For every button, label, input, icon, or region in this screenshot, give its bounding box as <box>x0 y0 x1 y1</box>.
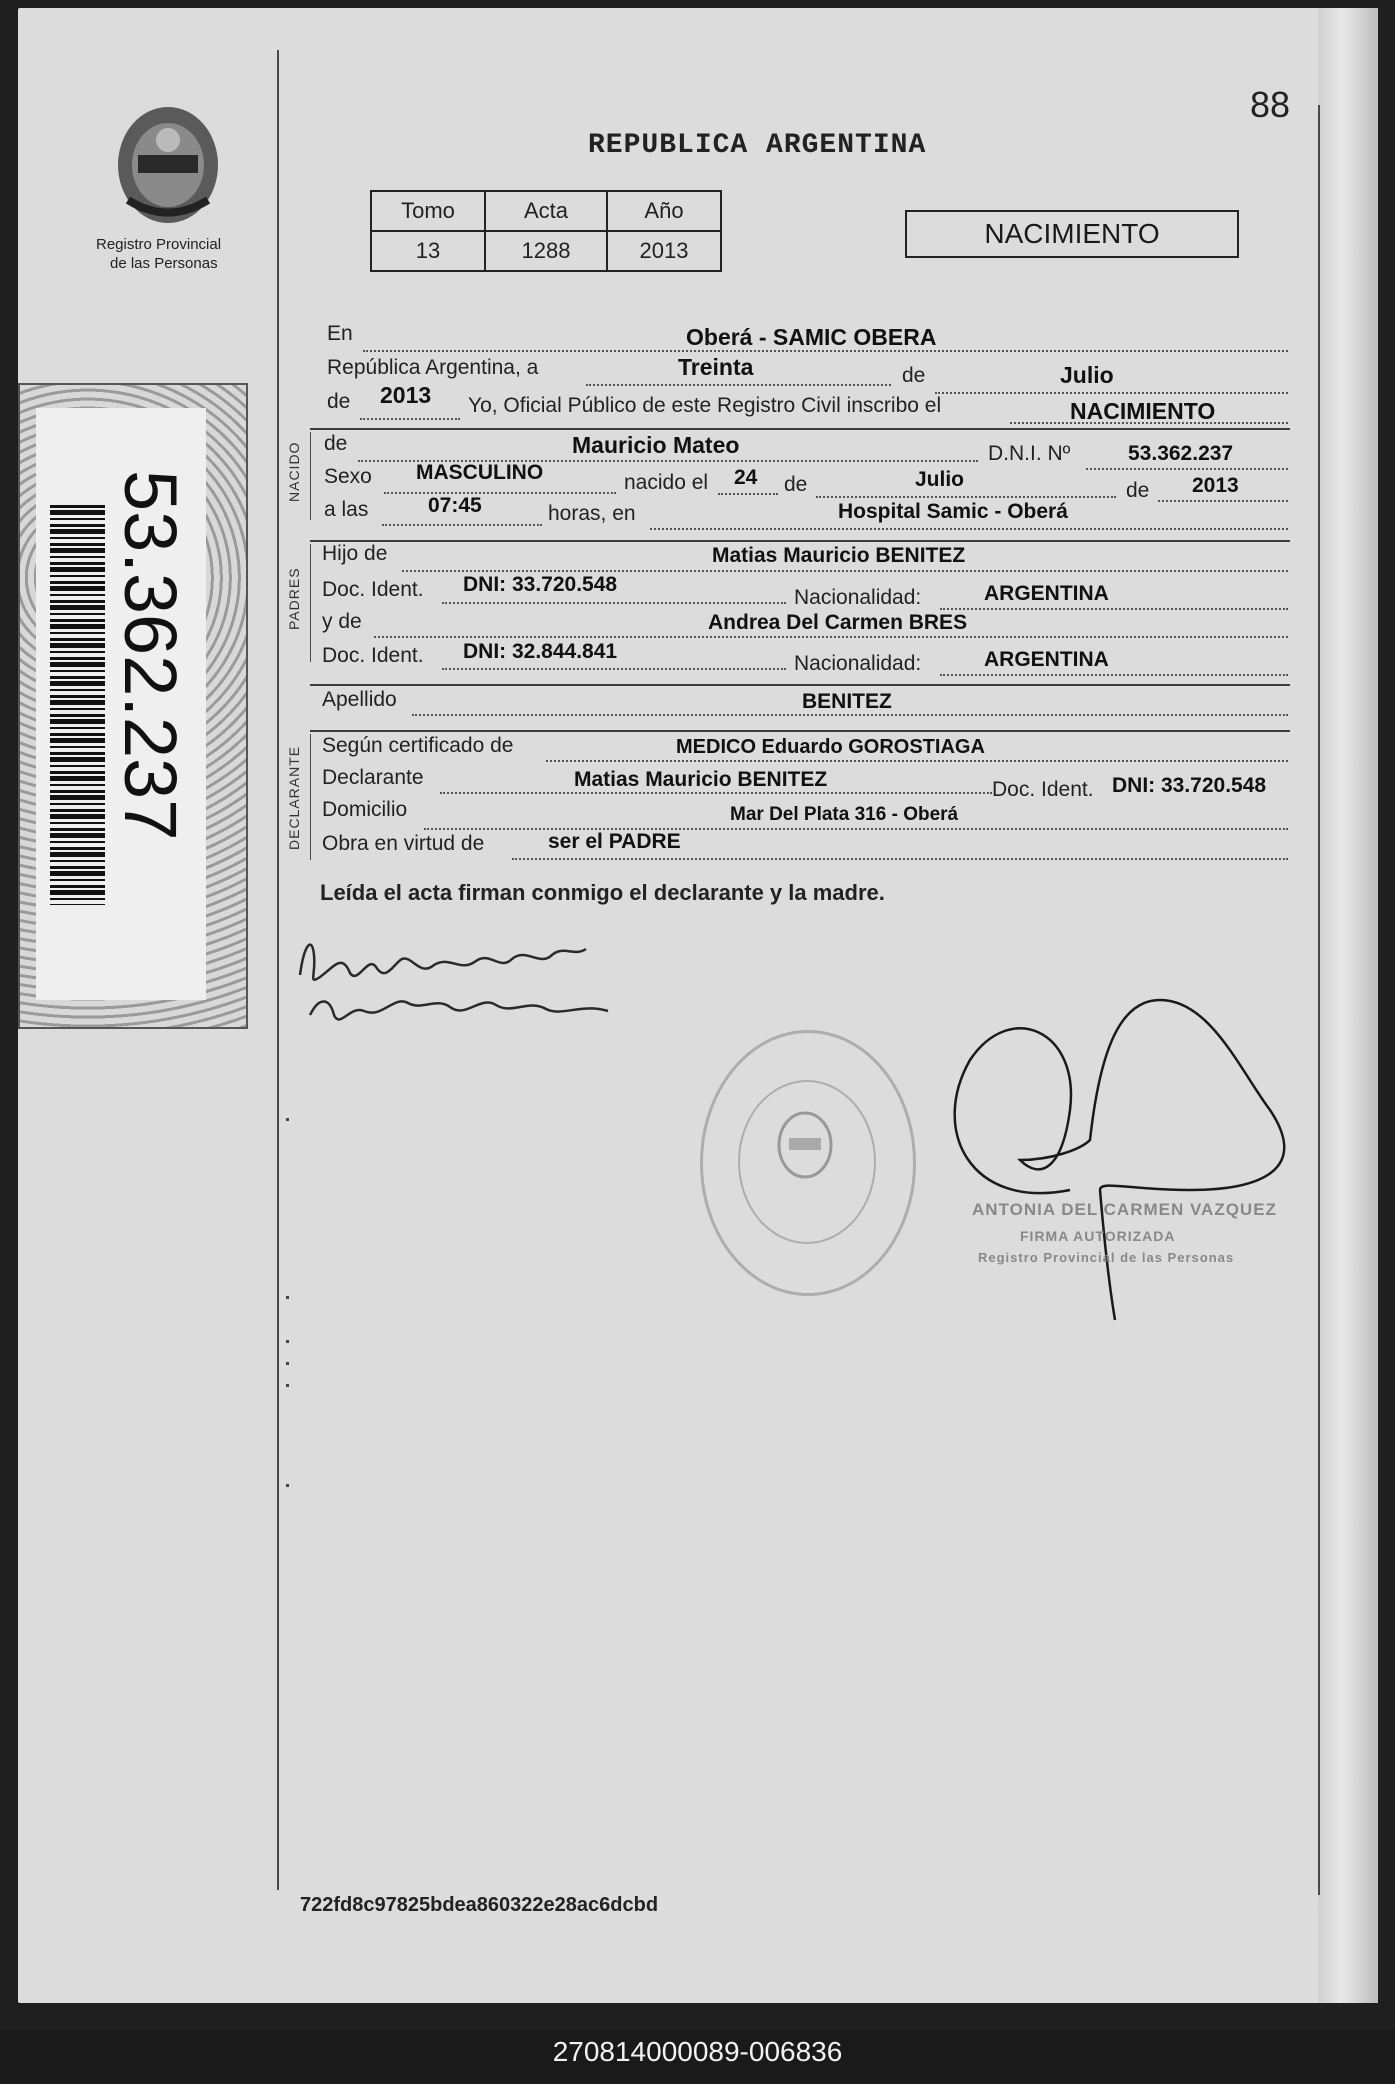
declarante-value: Matias Mauricio BENITEZ <box>574 768 828 791</box>
de1-label: de <box>902 364 926 387</box>
domicilio-value: Mar Del Plata 316 - Oberá <box>730 804 959 825</box>
hora-value: 07:45 <box>428 494 482 517</box>
barcode-icon <box>50 505 105 905</box>
anio-header: Año <box>607 191 721 231</box>
lugar-line <box>650 528 1288 530</box>
madre-nac-label: Nacionalidad: <box>794 652 922 675</box>
declarante-bracket <box>310 734 311 860</box>
padres-section-label: PADRES <box>286 567 302 630</box>
tomo-value: 13 <box>371 231 485 271</box>
dia-nac-line <box>718 493 778 495</box>
mes-value: Julio <box>1060 362 1114 388</box>
republica-label: República Argentina, a <box>327 356 539 379</box>
mes-line <box>935 392 1288 394</box>
madre-value: Andrea Del Carmen BRES <box>708 611 968 634</box>
padre-nac-line <box>940 608 1288 610</box>
margin-mark <box>286 1362 289 1365</box>
padre-nac-label: Nacionalidad: <box>794 586 922 609</box>
stamp-role: FIRMA AUTORIZADA <box>1020 1228 1176 1244</box>
stamp-official-name: ANTONIA DEL CARMEN VAZQUEZ <box>972 1200 1277 1219</box>
madre-doc-value: DNI: 32.844.841 <box>463 640 618 663</box>
dni-line <box>1086 468 1288 470</box>
nacido-bracket <box>310 432 311 520</box>
declarante-top-rule <box>310 730 1290 732</box>
declarante-section-label: DECLARANTE <box>286 745 302 850</box>
inscribo-value: NACIMIENTO <box>1070 398 1216 424</box>
obra-label: Obra en virtud de <box>322 832 485 855</box>
anio-value: 2013 <box>607 231 721 271</box>
madre-doc-label: Doc. Ident. <box>322 644 424 667</box>
acta-value: 1288 <box>485 231 607 271</box>
padre-doc-label: Doc. Ident. <box>322 578 424 601</box>
declarant-signature <box>290 915 670 1035</box>
left-margin-line <box>277 50 279 1890</box>
record-reference-table <box>370 190 722 272</box>
declarante-doc-value: DNI: 33.720.548 <box>1112 774 1267 797</box>
hora-line <box>382 524 542 526</box>
madre-nac-value: ARGENTINA <box>984 648 1109 671</box>
nacido-top-rule <box>310 428 1290 430</box>
nacido-el-label: nacido el <box>624 471 709 494</box>
document-hash: 722fd8c97825bdea860322e28ac6dcbd <box>300 1894 659 1916</box>
official-signature <box>930 990 1300 1330</box>
de-mes-label: de <box>784 473 808 496</box>
dia-value: Treinta <box>678 354 754 380</box>
page-number: 88 <box>1250 84 1291 125</box>
stamp-organization: Registro Provincial de las Personas <box>978 1250 1235 1265</box>
certificado-label: Según certificado de <box>322 734 514 757</box>
seal-emblem-icon <box>775 1110 835 1180</box>
sexo-value: MASCULINO <box>416 461 544 484</box>
document-title: REPUBLICA ARGENTINA <box>588 130 927 161</box>
margin-mark <box>286 1296 289 1299</box>
sexo-line <box>384 492 616 494</box>
nombre-value: Mauricio Mateo <box>572 432 740 458</box>
en-value: Oberá - SAMIC OBERA <box>686 324 937 350</box>
margin-mark <box>286 1484 289 1487</box>
margin-mark <box>286 1384 289 1387</box>
padre-line <box>402 570 1288 572</box>
obra-line <box>512 858 1288 860</box>
padre-nac-value: ARGENTINA <box>984 582 1109 605</box>
madre-doc-line <box>442 668 786 670</box>
padre-value: Matias Mauricio BENITEZ <box>712 544 966 567</box>
anio-nac-value: 2013 <box>1192 474 1239 497</box>
padres-bracket <box>310 544 311 662</box>
apellido-top-rule <box>310 684 1290 686</box>
obra-value: ser el PADRE <box>548 830 681 853</box>
hijo-de-label: Hijo de <box>322 542 388 565</box>
apellido-line <box>412 714 1288 716</box>
inscribo-label: Yo, Oficial Público de este Registro Civil inscribo el <box>468 394 942 417</box>
dni-label: D.N.I. Nº <box>988 442 1071 465</box>
acta-header: Acta <box>485 191 607 231</box>
de-anio-label: de <box>1126 479 1150 502</box>
apellido-label: Apellido <box>322 688 397 711</box>
declarante-label: Declarante <box>322 766 424 789</box>
margin-mark <box>286 1118 289 1121</box>
madre-line <box>374 636 1288 638</box>
padre-doc-value: DNI: 33.720.548 <box>463 573 618 596</box>
domicilio-label: Domicilio <box>322 798 408 821</box>
tomo-header: Tomo <box>371 191 485 231</box>
lugar-value: Hospital Samic - Oberá <box>838 500 1068 523</box>
a-las-label: a las <box>324 498 369 521</box>
dni-value: 53.362.237 <box>1128 442 1234 465</box>
en-label: En <box>327 322 353 345</box>
dia-nac-value: 24 <box>734 466 758 489</box>
right-margin-line <box>1318 105 1320 1895</box>
anio-value: 2013 <box>380 382 432 408</box>
mes-nac-line <box>816 496 1116 498</box>
misiones-coat-of-arms-icon <box>108 100 228 230</box>
horas-en-label: horas, en <box>548 502 636 525</box>
nacido-de-label: de <box>324 432 348 455</box>
page-edge <box>1318 8 1378 2003</box>
closing-statement: Leída el acta firman conmigo el declarante y la madre. <box>320 880 885 905</box>
margin-mark <box>286 1340 289 1343</box>
certificado-value: MEDICO Eduardo GOROSTIAGA <box>676 736 985 758</box>
padres-top-rule <box>310 540 1290 542</box>
certificado-line <box>546 760 1288 762</box>
registry-name-line2: de las Personas <box>110 255 218 272</box>
nacido-section-label: NACIDO <box>286 441 302 502</box>
madre-nac-line <box>940 674 1288 676</box>
registry-name-line1: Registro Provincial <box>96 236 222 253</box>
record-type-box: NACIMIENTO <box>905 210 1239 258</box>
anio-nac-line <box>1158 500 1288 502</box>
apellido-value: BENITEZ <box>802 690 892 713</box>
footer-code: 270814000089-006836 <box>552 2036 843 2067</box>
declarante-line <box>440 792 992 794</box>
y-de-label: y de <box>322 610 362 633</box>
sexo-label: Sexo <box>324 465 372 488</box>
anio-line <box>360 418 460 420</box>
barcode-number: 53.362.237 <box>109 470 192 841</box>
dia-line <box>586 384 891 386</box>
padre-doc-line <box>442 602 786 604</box>
de2-label: de <box>327 390 351 413</box>
mes-nac-value: Julio <box>915 468 965 491</box>
declarante-doc-label: Doc. Ident. <box>992 778 1094 801</box>
